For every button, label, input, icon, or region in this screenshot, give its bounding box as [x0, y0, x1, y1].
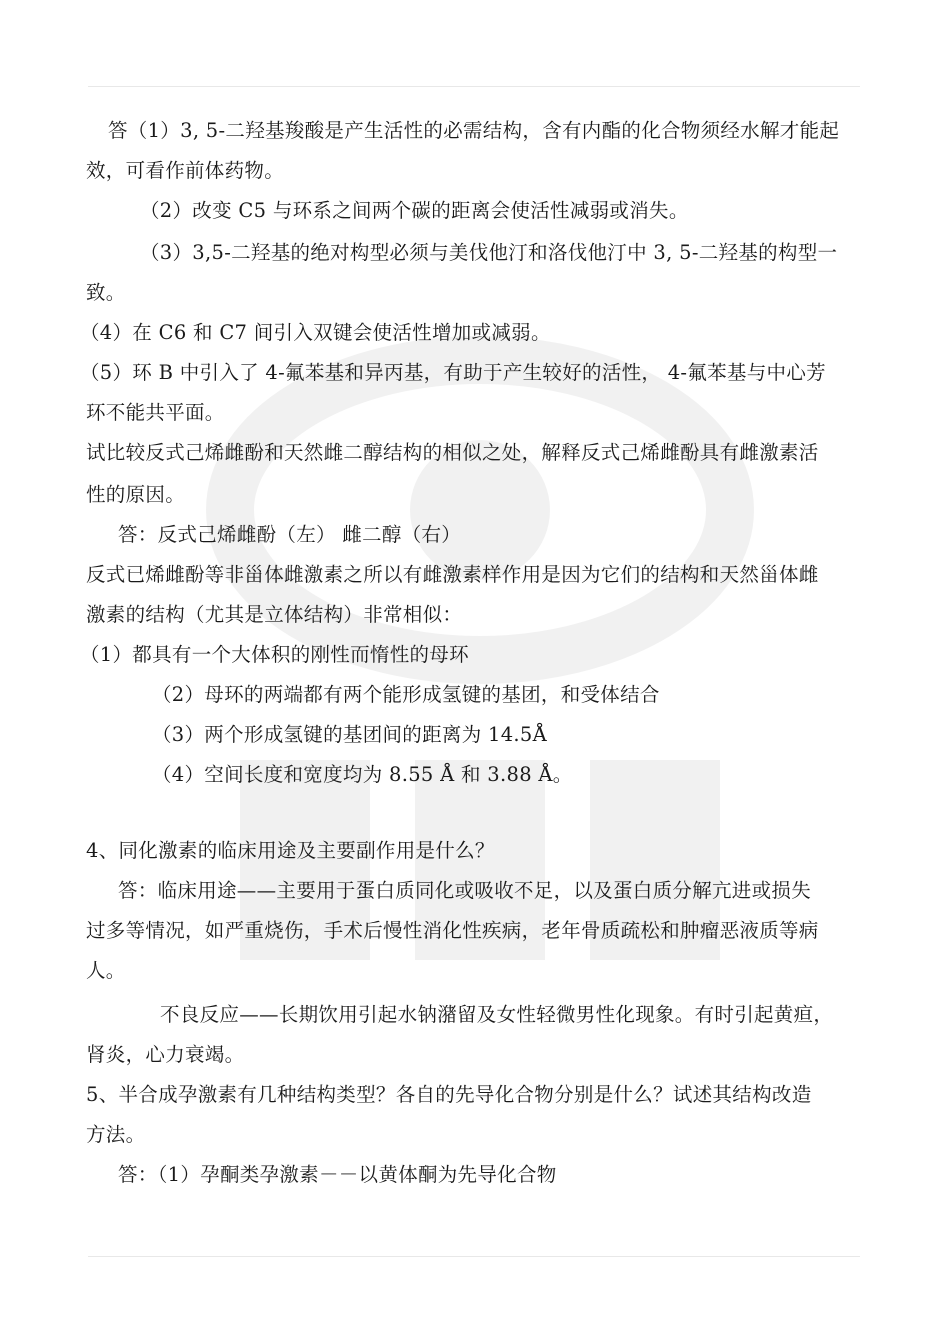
text-line: 人。 [86, 959, 126, 982]
text-line: 答：临床用途——主要用于蛋白质同化或吸收不足，以及蛋白质分解亢进或损失 [118, 879, 812, 902]
text-line: 激素的结构（尤其是立体结构）非常相似： [86, 603, 463, 626]
text-line: （5）环 B 中引入了 4-氟苯基和异丙基，有助于产生较好的活性， 4-氟苯基与中心芳 [80, 361, 826, 384]
text-line: 4、同化激素的临床用途及主要副作用是什么？ [86, 839, 495, 862]
text-line: 方法。 [86, 1123, 146, 1146]
text-line: 5、半合成孕激素有几种结构类型？各自的先导化合物分别是什么？试述其结构改造 [86, 1083, 812, 1106]
text-line: 性的原因。 [86, 483, 186, 506]
text-line: 肾炎，心力衰竭。 [86, 1043, 245, 1066]
text-line: （2）改变 C5 与环系之间两个碳的距离会使活性减弱或消失。 [140, 199, 689, 222]
text-line: 试比较反式己烯雌酚和天然雌二醇结构的相似之处，解释反式己烯雌酚具有雌激素活 [86, 441, 819, 464]
text-line: （4）空间长度和宽度均为 8.55 Å 和 3.88 Å。 [152, 763, 573, 786]
text-line: 反式已烯雌酚等非甾体雌激素之所以有雌激素样作用是因为它们的结构和天然甾体雌 [86, 563, 819, 586]
text-line: 致。 [86, 281, 126, 304]
text-line: （2）母环的两端都有两个能形成氢键的基团，和受体结合 [152, 683, 660, 706]
text-line: 环不能共平面。 [86, 401, 225, 424]
text-line: 不良反应——长期饮用引起水钠潴留及女性轻微男性化现象。有时引起黄疸， [160, 1003, 834, 1026]
text-line: 答：反式己烯雌酚（左） 雌二醇（右） [118, 523, 462, 546]
text-line: （3）3,5-二羟基的绝对构型必须与美伐他汀和洛伐他汀中 3, 5-二羟基的构型一 [140, 241, 838, 264]
text-line: 答：（1）孕酮类孕激素－－以黄体酮为先导化合物 [118, 1163, 557, 1186]
text-line: （4）在 C6 和 C7 间引入双键会使活性增加或减弱。 [80, 321, 551, 344]
header-rule [88, 86, 860, 87]
text-line: 过多等情况，如严重烧伤，手术后慢性消化性疾病，老年骨质疏松和肿瘤恶液质等病 [86, 919, 819, 942]
text-line: 答（1）3, 5-二羟基羧酸是产生活性的必需结构，含有内酯的化合物须经水解才能起 [108, 119, 840, 142]
footer-rule [88, 1256, 860, 1257]
text-line: （1）都具有一个大体积的刚性而惰性的母环 [80, 643, 469, 666]
text-line: 效，可看作前体药物。 [86, 159, 285, 182]
text-line: （3）两个形成氢键的基团间的距离为 14.5Å [152, 723, 548, 746]
